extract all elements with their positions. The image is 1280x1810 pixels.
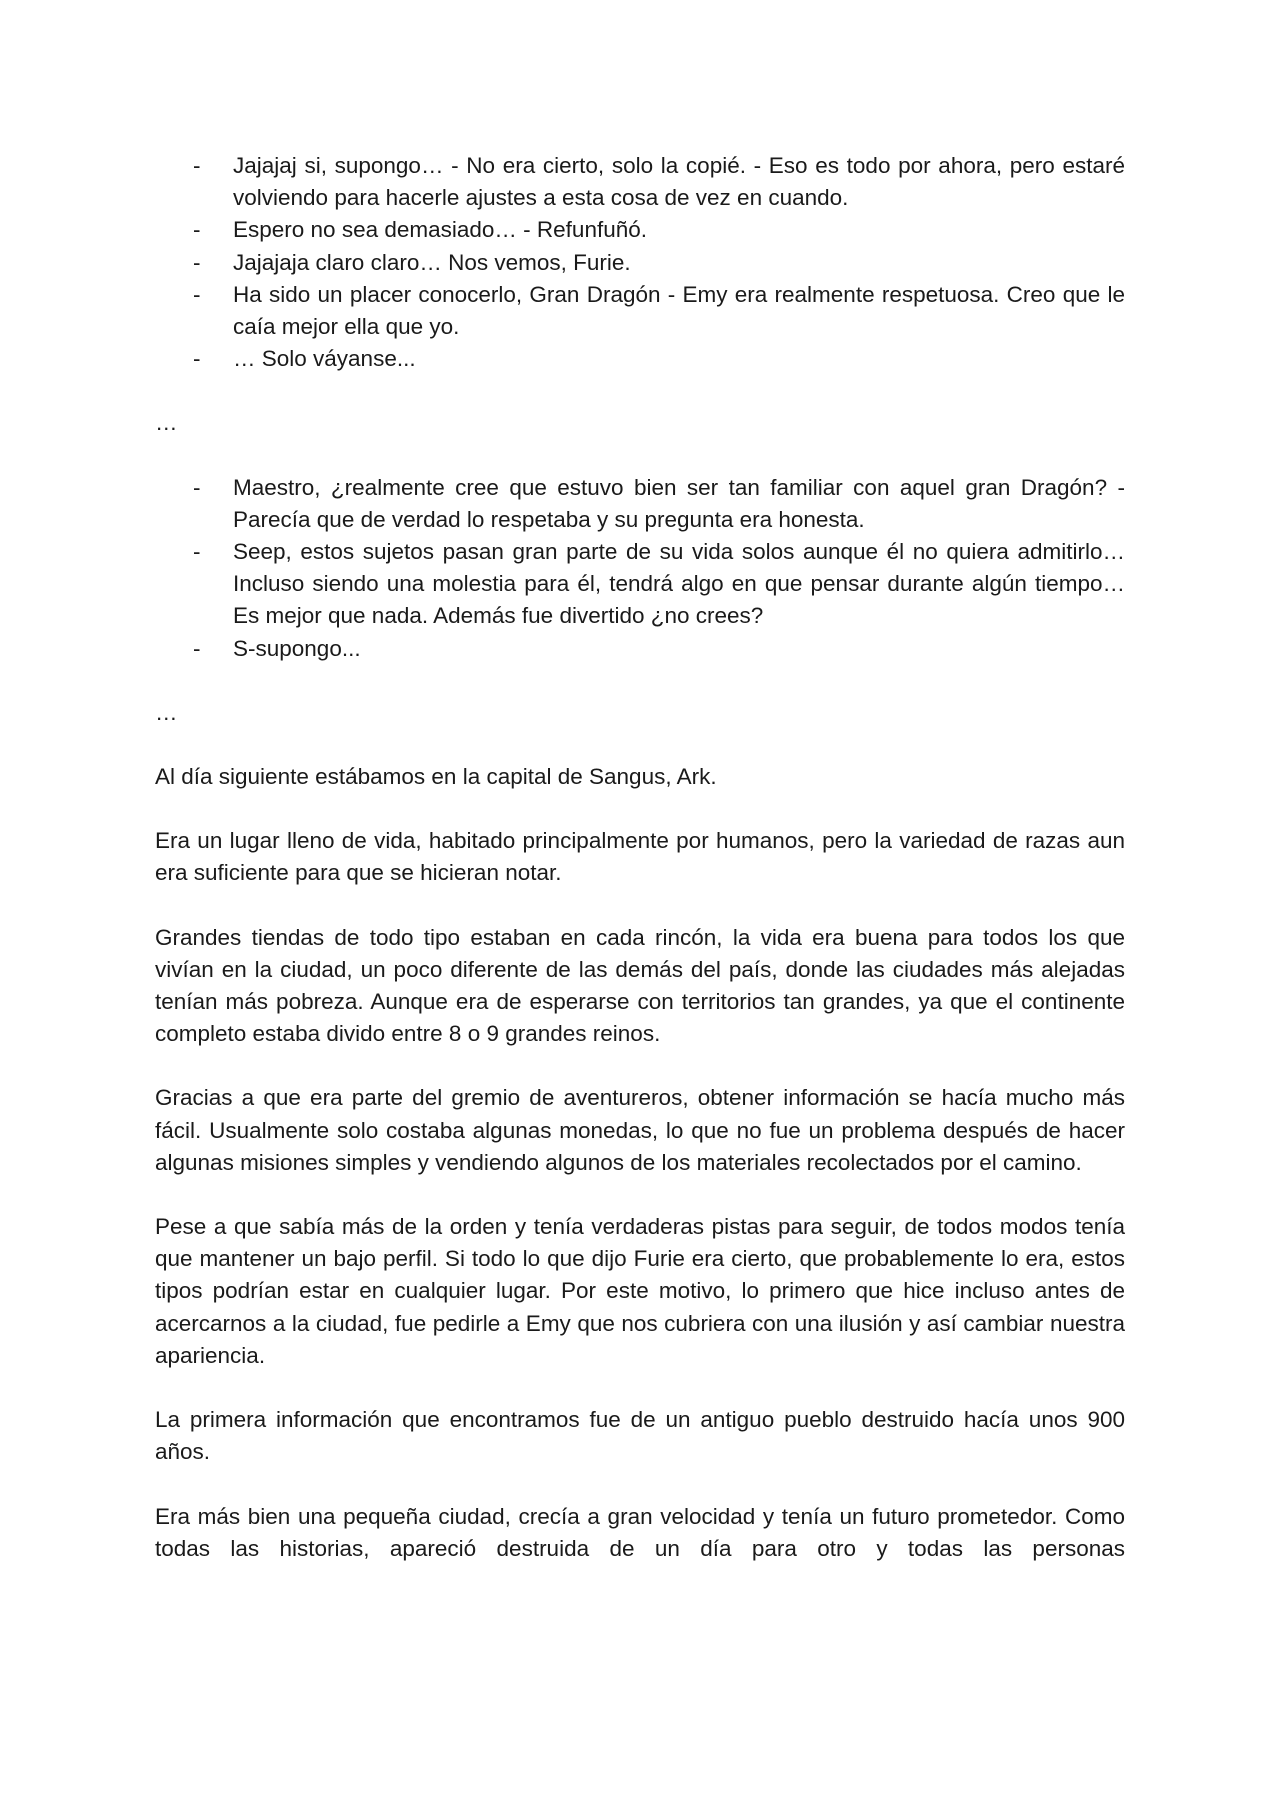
dialogue-line bbox=[155, 214, 1125, 246]
dialogue-text: Seep, estos sujetos pasan gran parte de su vida solos aunque él no quiera admitirlo… Incluso siendo una molestia para él, tendrá algo en que pensar durante algún tiempo… Es mejor que nada. Además fue divertido ¿no crees? bbox=[233, 539, 1125, 629]
dialogue-text: … Solo váyanse... bbox=[233, 346, 416, 372]
dialogue-text: Jajajaj si, supongo… - No era cierto, solo la copié. - Eso es todo por ahora, pero estaré volviendo para hacerle ajustes a esta cosa de vez en cuando. bbox=[233, 153, 1125, 211]
dialogue-text: Jajajaja claro claro… Nos vemos, Furie. bbox=[233, 249, 631, 275]
dialogue-dash: - bbox=[193, 249, 201, 275]
dialogue-line bbox=[155, 247, 1125, 279]
dialogue-dash: - bbox=[193, 217, 201, 243]
paragraph: Al día siguiente estábamos en la capital de Sangus, Ark. bbox=[155, 764, 717, 790]
scene-separator: … bbox=[155, 699, 178, 725]
dialogue-line bbox=[155, 279, 1125, 343]
scene-separator: … bbox=[155, 410, 178, 436]
dialogue-text: S-supongo... bbox=[233, 635, 361, 661]
dialogue-line bbox=[155, 472, 1125, 536]
dialogue-line bbox=[155, 633, 1125, 665]
dialogue-dash: - bbox=[193, 635, 201, 661]
dialogue-dash: - bbox=[193, 346, 201, 372]
paragraph: Gracias a que era parte del gremio de aventureros, obtener información se hacía mucho más fácil. Usualmente solo costaba algunas monedas, lo que no fue un problema después de hacer algunas misiones simples y vendiendo algunos de los materiales recolectados por el camino. bbox=[155, 1085, 1125, 1175]
dialogue-line bbox=[155, 343, 1125, 375]
dialogue-list-2 bbox=[155, 472, 1125, 665]
dialogue-dash: - bbox=[193, 281, 201, 307]
dialogue-text: Espero no sea demasiado… - Refunfuñó. bbox=[233, 217, 647, 243]
dialogue-line bbox=[155, 150, 1125, 214]
document-page bbox=[155, 150, 1125, 1565]
dialogue-text: Maestro, ¿realmente cree que estuvo bien ser tan familiar con aquel gran Dragón? - Parecía que de verdad lo respetaba y su pregunta era honesta. bbox=[233, 474, 1125, 532]
dialogue-text: Ha sido un placer conocerlo, Gran Dragón - Emy era realmente respetuosa. Creo que le caía mejor ella que yo. bbox=[233, 281, 1125, 340]
paragraph: Grandes tiendas de todo tipo estaban en cada rincón, la vida era buena para todos los que vivían en la ciudad, un poco diferente de las demás del país, donde las ciudades más alejadas tenían más pobreza. Aunque era de esperarse con territorios tan grandes, ya que el continente completo estaba divido entre 8 o 9 grandes reinos. bbox=[155, 924, 1125, 1047]
dialogue-dash: - bbox=[193, 153, 201, 178]
dialogue-list-1 bbox=[155, 150, 1125, 375]
dialogue-dash: - bbox=[193, 474, 201, 500]
paragraph: Pese a que sabía más de la orden y tenía verdaderas pistas para seguir, de todos modos tenía que mantener un bajo perfil. Si todo lo que dijo Furie era cierto, que probablemente lo era, estos tipos podrían estar en cualquier lugar. Por este motivo, lo primero que hice incluso antes de acercarnos a la ciudad, fue pedirle a Emy que nos cubriera con una ilusión y así cambiar nuestra apariencia. bbox=[155, 1214, 1125, 1368]
paragraph: Era más bien una pequeña ciudad, crecía a gran velocidad y tenía un futuro prometedor. Como todas las historias, apareció destruida de un día para otro y todas las personas bbox=[155, 1503, 1125, 1561]
dialogue-dash: - bbox=[193, 539, 201, 565]
paragraph: La primera información que encontramos fue de un antiguo pueblo destruido hacía unos 900 años. bbox=[155, 1407, 1125, 1465]
paragraph: Era un lugar lleno de vida, habitado principalmente por humanos, pero la variedad de razas aun era suficiente para que se hicieran notar. bbox=[155, 828, 1125, 886]
dialogue-line bbox=[155, 536, 1125, 633]
